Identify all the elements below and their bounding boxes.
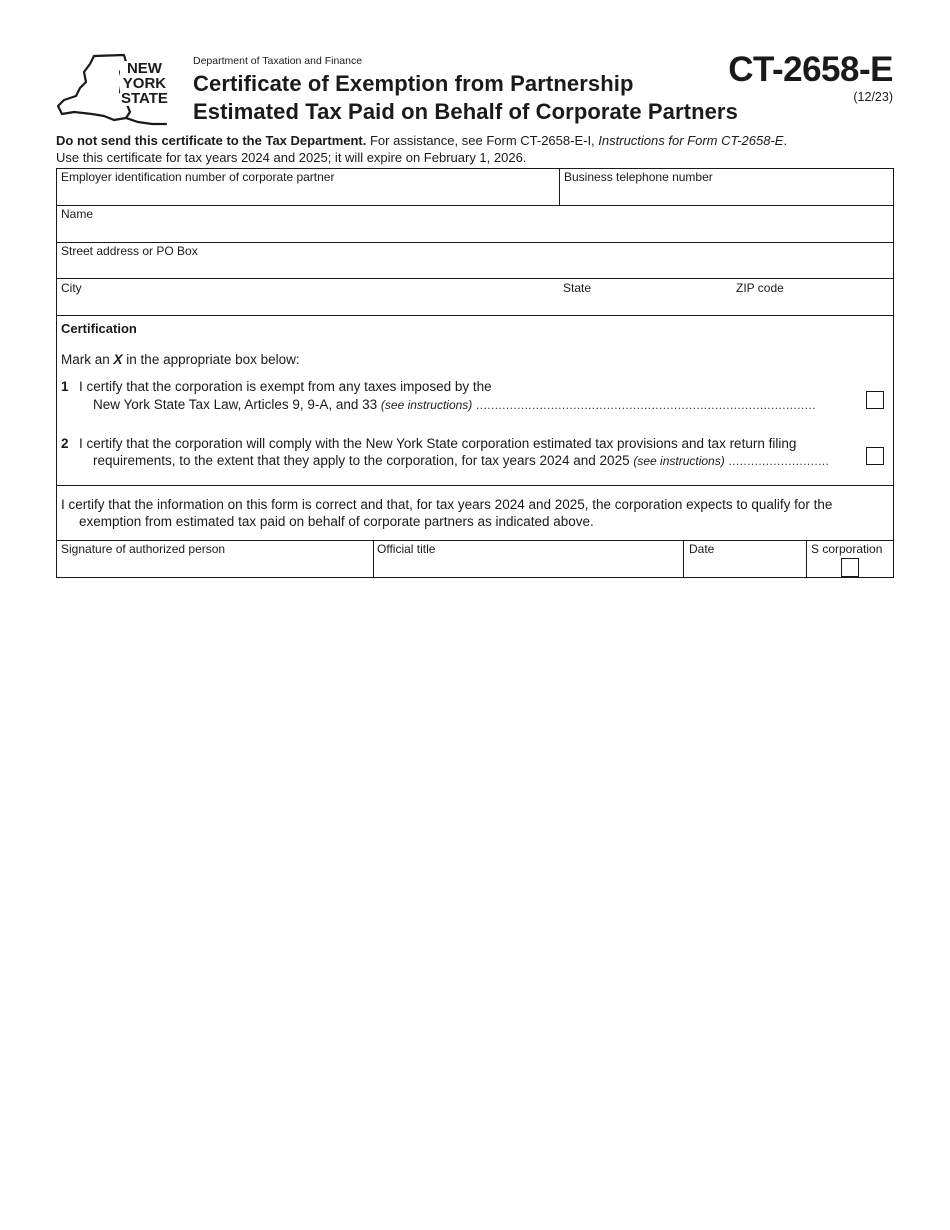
- statement-line2: exemption from estimated tax paid on behalf of corporate partners as indicated above.: [79, 514, 594, 529]
- statement-line1: I certify that the information on this form is correct and that, for tax years 2024 and 2025, the corporation expects to qualify for the: [61, 497, 833, 512]
- revision-date: (12/23): [853, 90, 893, 104]
- logo-text-state: STATE: [121, 90, 168, 107]
- item1-line1: I certify that the corporation is exempt from any taxes imposed by the: [79, 379, 492, 394]
- mark-post: in the appropriate box below:: [122, 352, 300, 367]
- divider: [56, 540, 894, 541]
- item2-leader-dots: ...........................: [724, 454, 830, 468]
- item1-number: 1: [61, 379, 69, 394]
- notes-assist: For assistance, see Form CT-2658-E-I,: [366, 133, 599, 148]
- item1-line2: [93, 396, 816, 414]
- item2-number: 2: [61, 436, 69, 451]
- date-label: Date: [689, 542, 715, 556]
- s-corporation-label: S corporation: [811, 542, 883, 556]
- phone-field-label: Business telephone number: [564, 170, 713, 184]
- form-title-line2: Estimated Tax Paid on Behalf of Corporate Partners: [193, 99, 738, 124]
- street-field-label: Street address or PO Box: [61, 244, 198, 258]
- divider: [559, 168, 560, 206]
- form-title-line1: Certificate of Exemption from Partnership: [193, 71, 634, 96]
- mark-x: X: [113, 352, 123, 367]
- street-field[interactable]: [57, 260, 893, 277]
- official-title-field[interactable]: [375, 558, 682, 576]
- date-field[interactable]: [685, 558, 805, 576]
- nys-logo: [54, 52, 174, 128]
- mark-instruction: [61, 351, 300, 368]
- divider: [56, 278, 894, 279]
- state-field[interactable]: [561, 296, 731, 314]
- signature-field[interactable]: [57, 558, 372, 576]
- form-notes: [56, 132, 787, 166]
- notes-period: .: [783, 133, 788, 148]
- notes-instructions: Instructions for Form CT-2658-E: [598, 133, 784, 148]
- ein-field-label: Employer identification number of corporate partner: [61, 170, 335, 184]
- divider: [683, 540, 684, 578]
- divider: [373, 540, 374, 578]
- divider: [806, 540, 807, 578]
- certification-heading: Certification: [61, 321, 137, 336]
- item2-line2: [93, 452, 829, 470]
- divider: [56, 242, 894, 243]
- ein-field[interactable]: [57, 186, 558, 204]
- state-field-label: State: [563, 281, 592, 295]
- item1-checkbox[interactable]: [866, 391, 884, 409]
- notes-line2: Use this certificate for tax years 2024 and 2025; it will expire on February 1, 2026.: [56, 150, 527, 165]
- zip-field-label: ZIP code: [736, 281, 784, 295]
- item1-leader-dots: ...........................................................................................: [472, 398, 816, 412]
- item2-see-instructions: (see instructions): [633, 454, 725, 468]
- logo-text-new: NEW: [126, 60, 162, 77]
- s-corporation-checkbox[interactable]: [841, 558, 859, 577]
- item2-checkbox[interactable]: [866, 447, 884, 465]
- form-number: CT-2658-E: [728, 50, 893, 89]
- divider: [56, 485, 894, 486]
- department-name: Department of Taxation and Finance: [193, 55, 363, 67]
- phone-field[interactable]: [561, 186, 893, 204]
- city-field-label: City: [61, 281, 82, 295]
- item2-text: requirements, to the extent that they apply to the corporation, for tax years 2024 and 2025: [93, 453, 634, 468]
- form-title: [193, 70, 738, 126]
- item2-line1: I certify that the corporation will comply with the New York State corporation estimated tax provisions and tax return filing: [79, 436, 797, 451]
- divider: [56, 205, 894, 206]
- mark-pre: Mark an: [61, 352, 114, 367]
- notes-warning: Do not send this certificate to the Tax Department.: [56, 133, 367, 148]
- item1-see-instructions: (see instructions): [380, 398, 473, 412]
- logo-text-york: YORK: [122, 75, 167, 92]
- city-field[interactable]: [57, 296, 557, 314]
- name-field-label: Name: [61, 207, 94, 221]
- name-field[interactable]: [57, 223, 893, 241]
- official-title-label: Official title: [377, 542, 436, 556]
- zip-field[interactable]: [733, 296, 893, 314]
- signature-label: Signature of authorized person: [61, 542, 226, 556]
- item1-text: New York State Tax Law, Articles 9, 9-A, and 33: [93, 397, 381, 412]
- notes-line1: [56, 132, 787, 149]
- logo-text: [120, 61, 169, 106]
